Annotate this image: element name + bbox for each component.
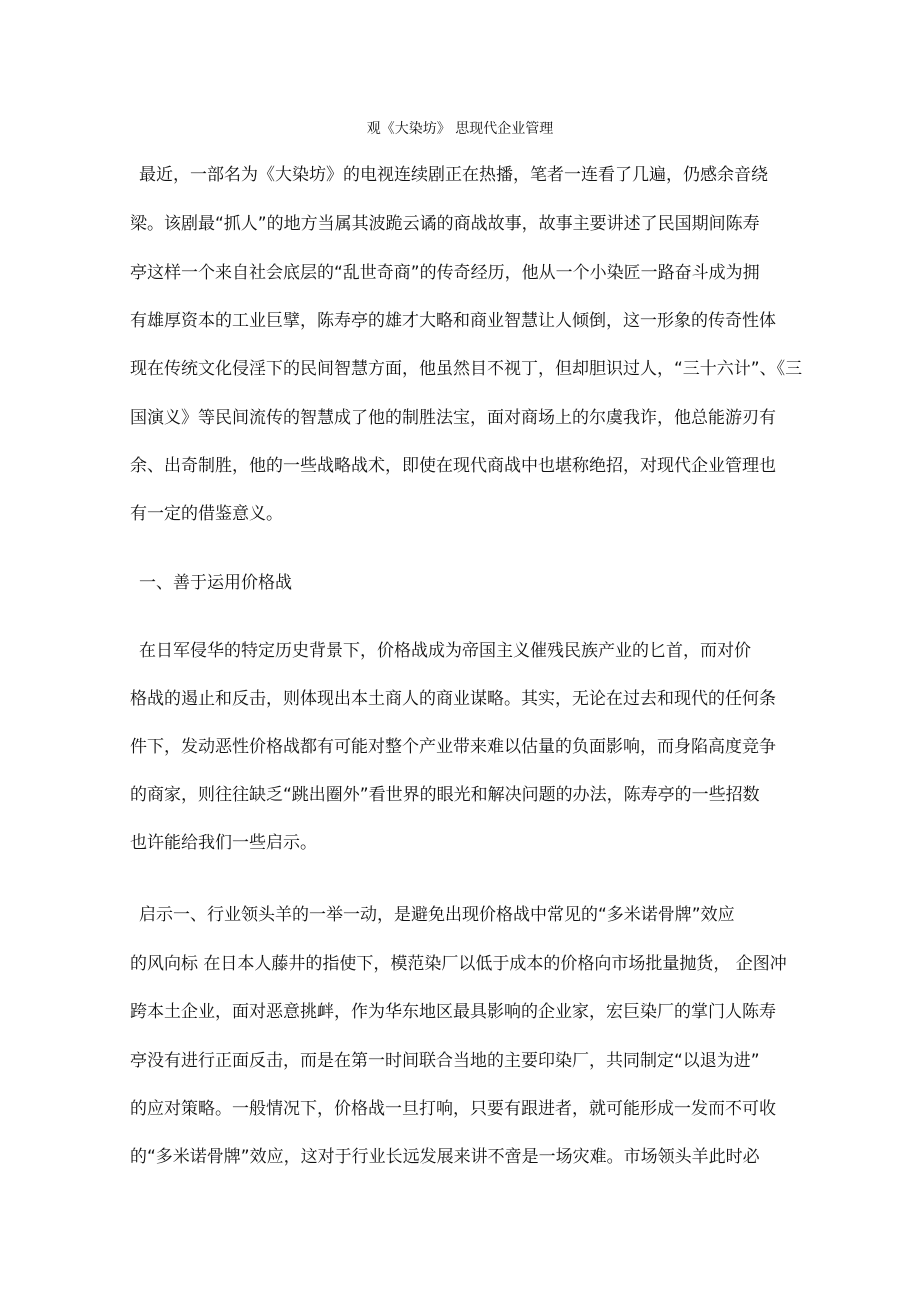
text-line: 的商家，则往往缺乏“跳出圈外”看世界的眼光和解决问题的办法，陈寿亭的一些招数	[130, 785, 760, 805]
text-line: 启示一、行业领头羊的一举一动，是避免出现价格战中常见的“多米诺骨牌”效应	[139, 905, 735, 925]
text-line: 国演义》等民间流传的智慧成了他的制胜法宝，面对商场上的尔虞我诈，他总能游刃有	[130, 408, 776, 428]
text-line: 件下，发动恶性价格战都有可能对整个产业带来难以估量的负面影响，而身陷高度竞争	[130, 737, 776, 757]
text-line: 也许能给我们一些启示。	[130, 833, 317, 853]
text-line: 余、出奇制胜，他的一些战略战术，即使在现代商战中也堪称绝招，对现代企业管理也	[130, 456, 776, 476]
text-line: 的“多米诺骨牌”效应，这对于行业长远发展来讲不啻是一场灾难。市场领头羊此时必	[130, 1147, 760, 1167]
text-line: 格战的遏止和反击，则体现出本土商人的商业谋略。其实，无论在过去和现代的任何条	[130, 689, 776, 709]
text-line: 的风向标 在日本人藤井的指使下，模范染厂以低于成本的价格向市场批量抛货， 企图冲	[130, 954, 787, 974]
text-line: 在日军侵华的特定历史背景下，价格战成为帝国主义催残民族产业的匕首，而对价	[139, 641, 751, 661]
text-line: 最近，一部名为《大染坊》的电视连续剧正在热播，笔者一连看了几遍，仍感余音绕	[139, 165, 768, 185]
text-line: 跨本土企业，面对恶意挑衅，作为华东地区最具影响的企业家，宏巨染厂的掌门人陈寿	[130, 1002, 776, 1022]
text-line: 的应对策略。一般情况下，价格战一旦打响，只要有跟进者，就可能形成一发而不可收	[130, 1099, 776, 1119]
text-line: 亭这样一个来自社会底层的“乱世奇商”的传奇经历，他从一个小染匠一路奋斗成为拥	[130, 263, 760, 283]
text-line: 有雄厚资本的工业巨擘，陈寿亭的雄才大略和商业智慧让人倾倒，这一形象的传奇性体	[130, 311, 776, 331]
text-line: 现在传统文化侵淫下的民间智慧方面，他虽然目不视丁，但却胆识过人，“三十六计”、《三	[130, 359, 803, 379]
text-line: 梁。该剧最“抓人”的地方当属其波跪云谲的商战故事，故事主要讲述了民国期间陈寿	[130, 214, 760, 234]
document-title: 观《大染坊》 思现代企业管理	[366, 121, 554, 137]
section-heading: 一、善于运用价格战	[139, 573, 292, 593]
text-line: 亭没有进行正面反击，而是在第一时间联合当地的主要印染厂，共同制定“以退为进”	[130, 1051, 760, 1071]
text-line: 有一定的借鉴意义。	[130, 504, 283, 524]
